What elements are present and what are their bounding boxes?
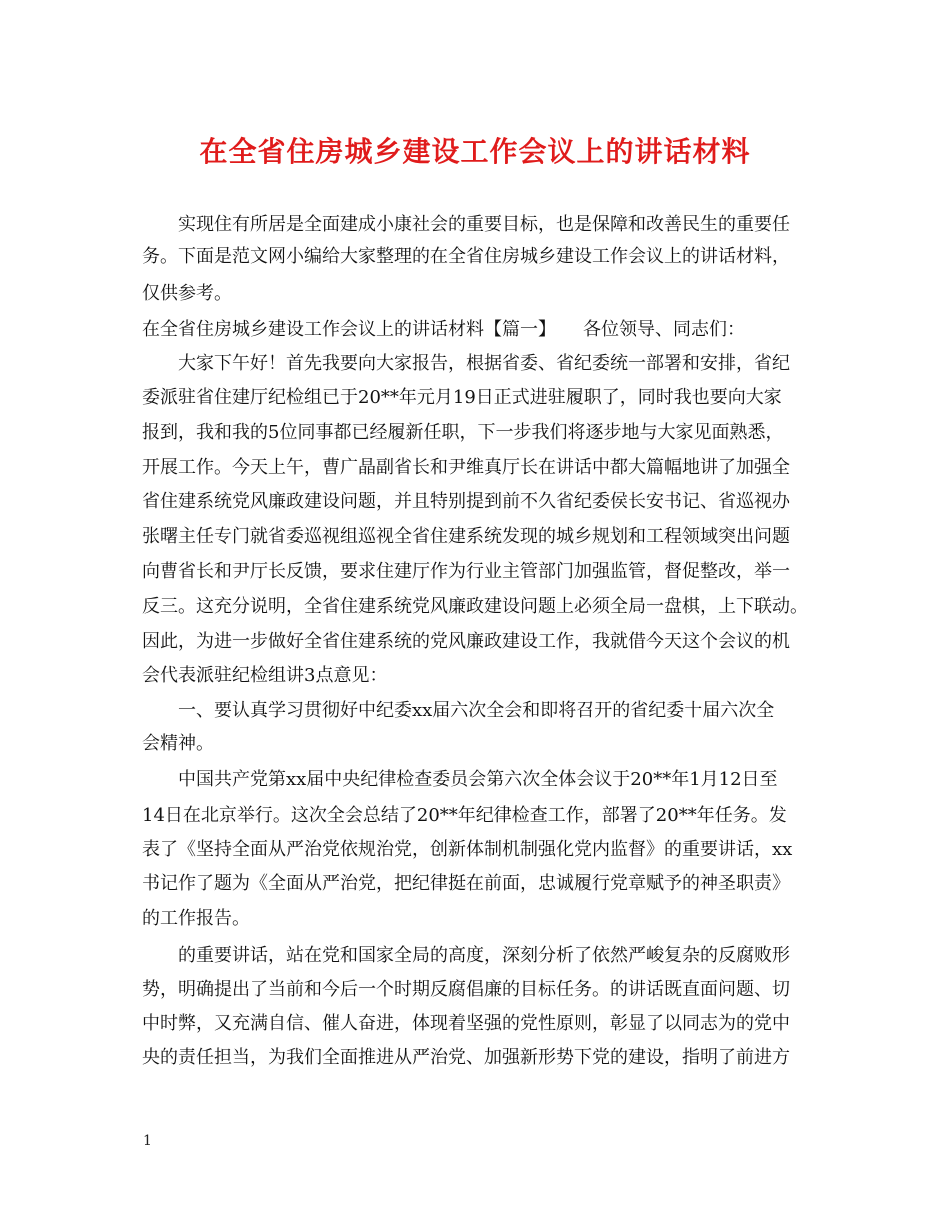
body-line: 实现住有所居是全面建成小康社会的重要目标，也是保障和改善民生的重要任 (142, 214, 790, 235)
document-title: 在全省住房城乡建设工作会议上的讲话材料 (199, 135, 751, 168)
body-line: 的重要讲话，站在党和国家全局的高度，深刻分析了依然严峻复杂的反腐败形 (142, 945, 790, 966)
body-line: 省住建系统党风廉政建设问题，并且特别提到前不久省纪委侯长安书记、省巡视办 (142, 491, 790, 512)
body-line: 委派驻省住建厅纪检组已于20**年元月19日正式进驻履职了，同时我也要向大家 (142, 387, 782, 408)
body-line: 一、要认真学习贯彻好中纪委xx届六次全会和即将召开的省纪委十届六次全 (142, 700, 775, 721)
body-line: 务。下面是范文网小编给大家整理的在全省住房城乡建设工作会议上的讲话材料， (142, 246, 790, 267)
body-line: 势，明确提出了当前和今后一个时期反腐倡廉的目标任务。的讲话既直面问题、切 (142, 979, 790, 1000)
body-line: 反三。这充分说明，全省住建系统党风廉政建设问题上必须全局一盘棋，上下联动。 (142, 596, 808, 617)
body-line: 会精神。 (142, 733, 214, 754)
body-line: 表了《坚持全面从严治党依规治党，创新体制机制强化党内监督》的重要讲话，xx (142, 839, 793, 860)
body-line: 报到，我和我的5位同事都已经履新任职，下一步我们将逐步地与大家见面熟悉， (142, 422, 784, 443)
body-line: 中国共产党第xx届中央纪律检查委员会第六次全体会议于20**年1月12日至 (142, 769, 778, 790)
body-line: 14日在北京举行。这次全会总结了20**年纪律检查工作，部署了20**年任务。发 (142, 805, 787, 826)
body-line: 的工作报告。 (142, 908, 250, 929)
body-line: 因此，为进一步做好全省住建系统的党风廉政建设工作，我就借今天这个会议的机 (142, 631, 790, 652)
body-line: 仅供参考。 (142, 283, 232, 304)
body-line: 开展工作。今天上午，曹广晶副省长和尹维真厅长在讲话中都大篇幅地讲了加强全 (142, 457, 790, 478)
body-line: 央的责任担当，为我们全面推进从严治党、加强新形势下党的建设，指明了前进方 (142, 1047, 790, 1068)
body-line: 向曹省长和尹厅长反馈，要求住建厅作为行业主管部门加强监管，督促整改，举一 (142, 561, 790, 582)
body-line: 大家下午好！首先我要向大家报告，根据省委、省纪委统一部署和安排，省纪 (142, 353, 790, 374)
body-line: 会代表派驻纪检组讲3点意见： (142, 665, 388, 686)
page-number: 1 (143, 1133, 152, 1149)
body-line: 书记作了题为《全面从严治党，把纪律挺在前面，忠诚履行党章赋予的神圣职责》 (142, 873, 790, 894)
body-line: 张曙主任专门就省委巡视组巡视全省住建系统发现的城乡规划和工程领域突出问题 (142, 526, 790, 547)
body-line: 在全省住房城乡建设工作会议上的讲话材料【篇一】 各位领导、同志们： (142, 319, 745, 340)
body-line: 中时弊，又充满自信、催人奋进，体现着坚强的党性原则，彰显了以同志为的党中 (142, 1013, 790, 1034)
